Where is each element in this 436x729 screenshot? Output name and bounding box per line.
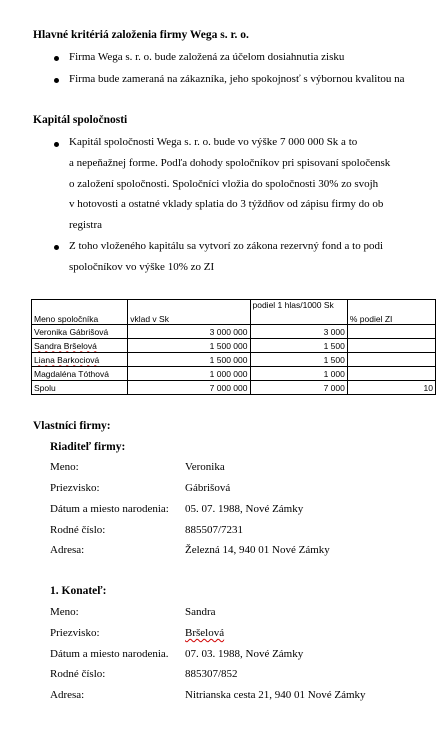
capital-bullet-2-line-1: Z toho vloženého kapitálu sa vytvorí zo zákona rezervný fond a to podi [69,240,384,252]
table-cell-name [32,339,128,353]
table-cell-name [32,353,128,367]
konatel-label-address: Adresa: [50,689,85,701]
konatel-label-birth: Dátum a miesto narodenia. [50,648,169,660]
table-cell-deposit: 1 000 000 [128,367,250,381]
table-row-total [32,381,436,395]
table-header-percent: % podiel ZI [347,300,435,325]
director-value-name: Veronika [185,461,225,473]
director-value-surname: Gábrišová [185,482,231,494]
table-header-name: Meno spoločníka [32,300,128,325]
table-cell-name: Magdaléna Tóthová [32,367,128,381]
director-title: Riaditeľ firmy: [50,441,126,453]
table-cell-deposit: 3 000 000 [128,325,250,339]
table-row [32,325,436,339]
konatel-label-id: Rodné číslo: [50,668,106,680]
table-row [32,339,436,353]
table-cell-percent [347,339,435,353]
criteria-bullet-1: Firma Wega s. r. o. bude založená za účelom dosiahnutia zisku [69,51,345,63]
bullet-icon [54,142,59,147]
table-cell-name: Veronika Gábrišová [32,325,128,339]
capital-bullet-1-line-5: registra [69,219,102,231]
partners-table [31,299,436,395]
capital-bullet-1-line-2: a nepeňažnej forme. Podľa dohody spoločníkov pri spisovaní spoločensk [69,157,391,169]
bullet-icon [54,245,59,250]
konatel-label-name: Meno: [50,606,79,618]
director-value-birth: 05. 07. 1988, Nové Zámky [185,503,304,515]
table-header-row [32,300,436,325]
table-cell-percent [347,367,435,381]
director-label-surname: Priezvisko: [50,482,100,494]
owners-title: Vlastníci firmy: [33,420,111,432]
bullet-icon [54,56,59,61]
table-cell-percent [347,325,435,339]
konatel-value-surname [185,627,224,639]
table-row [32,353,436,367]
director-label-id: Rodné číslo: [50,524,106,536]
table-cell-deposit: 1 500 000 [128,339,250,353]
konatel-value-birth: 07. 03. 1988, Nové Zámky [185,648,304,660]
table-cell-name-text: Liana Barkociová [34,354,100,365]
konatel-value-id: 885307/852 [185,668,238,680]
capital-bullet-2-line-2: spoločníkov vo výške 10% zo ZI [69,261,215,273]
section-title-capital: Kapitál spoločnosti [33,114,128,126]
konatel-value-address: Nitrianska cesta 21, 940 01 Nové Zámky [185,689,366,701]
table-cell-deposit: 1 500 000 [128,353,250,367]
director-label-address: Adresa: [50,544,85,556]
capital-bullet-1-line-3: o založení spoločnosti. Spoločníci vložia do spoločnosti 30% zo svojh [69,178,379,190]
konatel-value-name: Sandra [185,606,216,618]
table-cell-percent [347,353,435,367]
table-header-share: podiel 1 hlas/1000 Sk [250,300,347,325]
bullet-icon [54,78,59,83]
konatel-label-surname: Priezvisko: [50,627,100,639]
section-title-criteria: Hlavné kritériá založenia firmy Wega s. r. o. [33,29,249,41]
director-value-address: Železná 14, 940 01 Nové Zámky [185,544,330,556]
konatel-value-surname-text: Bršelová [185,627,225,639]
director-label-name: Meno: [50,461,79,473]
table-header-deposit: vklad v Sk [128,300,250,325]
director-label-birth: Dátum a miesto narodenia: [50,503,169,515]
table-cell-share: 3 000 [250,325,347,339]
table-cell-deposit: 7 000 000 [128,381,250,395]
capital-bullet-1-line-4: v hotovosti a ostatné vklady splatia do 3 týždňov od zápisu firmy do ob [69,198,384,210]
capital-bullet-1-line-1: Kapitál spoločnosti Wega s. r. o. bude vo výške 7 000 000 Sk a to [69,136,358,148]
table-cell-share: 1 500 [250,339,347,353]
table-cell-share: 1 000 [250,367,347,381]
director-value-id: 885507/7231 [185,524,244,536]
table-row [32,367,436,381]
criteria-bullet-2: Firma bude zameraná na zákazníka, jeho spokojnosť s výbornou kvalitou na [69,73,405,85]
table-cell-percent: 10 [347,381,435,395]
konatel-title: 1. Konateľ: [50,585,107,597]
table-cell-share: 1 500 [250,353,347,367]
table-cell-share: 7 000 [250,381,347,395]
table-cell-name: Spolu [32,381,128,395]
table-cell-name-text: Sandra Bršelová [34,340,97,351]
